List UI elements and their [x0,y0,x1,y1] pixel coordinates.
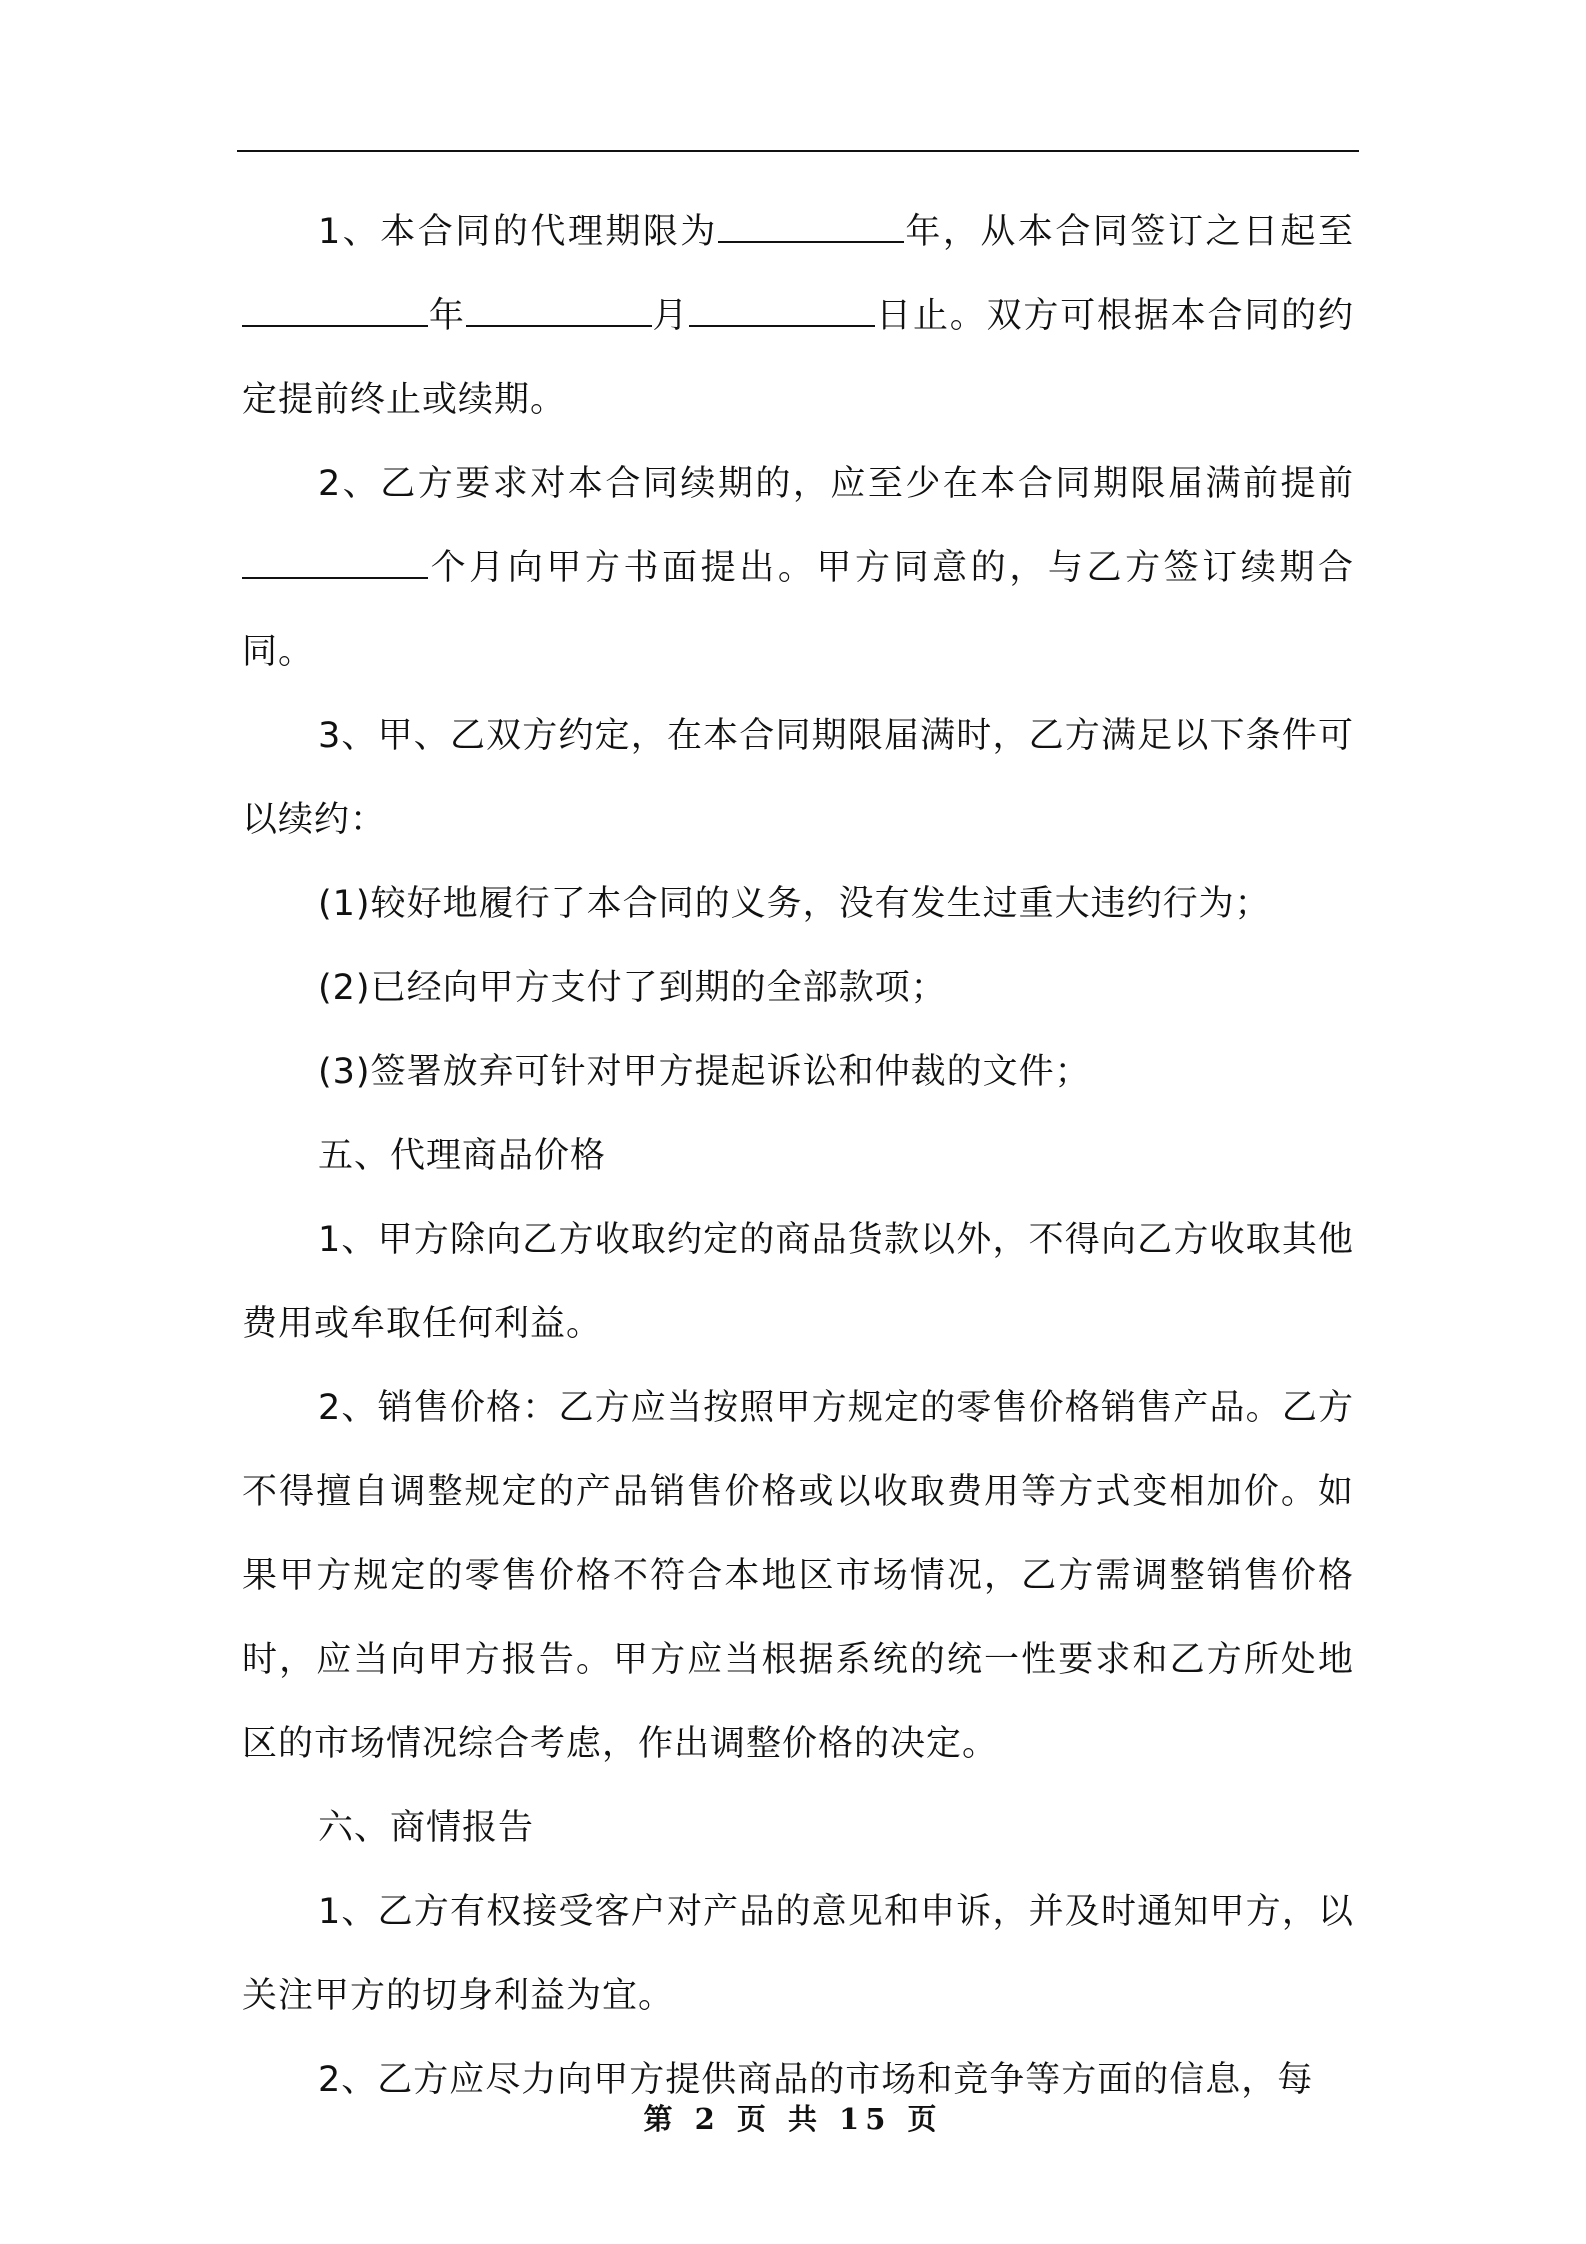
fill-in-blank [466,295,652,327]
paragraph-text: 月 [651,296,690,336]
paragraph-renewal-conditions: 3、甲、乙双方约定，在本合同期限届满时，乙方满足以下条件可以续约： [242,716,1354,840]
paragraph-customer-feedback: 1、乙方有权接受客户对产品的意见和申诉，并及时通知甲方，以关注甲方的切身利益为宜。 [242,1892,1354,2016]
paragraph-text: 年 [428,296,466,336]
fill-in-blank [689,295,875,327]
paragraph-term-period [242,190,1354,442]
paragraph-text: 年，从本合同签订之日起至 [903,212,1354,252]
paragraph-renewal-request [242,442,1354,694]
paragraph-price-fees: 1、甲方除向乙方收取约定的商品货款以外，不得向乙方收取其他费用或牟取任何利益。 [242,1220,1354,1344]
paragraph-sales-price: 2、销售价格：乙方应当按照甲方规定的零售价格销售产品。乙方不得擅自调整规定的产品销售价格或以收取费用等方式变相加价。如果甲方规定的零售价格不符合本地区市场情况，乙方需调整销售价格时，应当向甲方报告。甲方应当根据系统的统一性要求和乙方所处地区的市场情况综合考虑，作出调整价格的决定。 [242,1388,1354,1764]
paragraph-text: 日止。双方可根据本合同的约定提前终止或续期。 [242,296,1354,420]
fill-in-blank [242,295,428,327]
page-number-label: 第 2 页 共 15 页 [643,2102,943,2136]
fill-in-blank [242,547,428,579]
paragraph-condition-2: (2)已经向甲方支付了到期的全部款项； [318,968,947,1008]
paragraph-condition-3: (3)签署放弃可针对甲方提起诉讼和仲裁的文件； [318,1052,1091,1092]
section-heading-price: 五、代理商品价格 [318,1136,607,1176]
header-rule [237,150,1359,152]
paragraph-text: 1、本合同的代理期限为 [318,212,718,252]
document-body [242,190,1354,2122]
page-number-footer [0,2097,1586,2138]
paragraph-text: 2、乙方要求对本合同续期的，应至少在本合同期限届满前提前 [318,464,1354,504]
paragraph-market-info: 2、乙方应尽力向甲方提供商品的市场和竞争等方面的信息，每 [318,2060,1314,2100]
section-heading-market-report: 六、商情报告 [318,1808,535,1848]
paragraph-text: 个月向甲方书面提出。甲方同意的，与乙方签订续期合同。 [242,548,1354,672]
paragraph-condition-1: (1)较好地履行了本合同的义务，没有发生过重大违约行为； [318,884,1271,924]
fill-in-blank [718,211,904,243]
